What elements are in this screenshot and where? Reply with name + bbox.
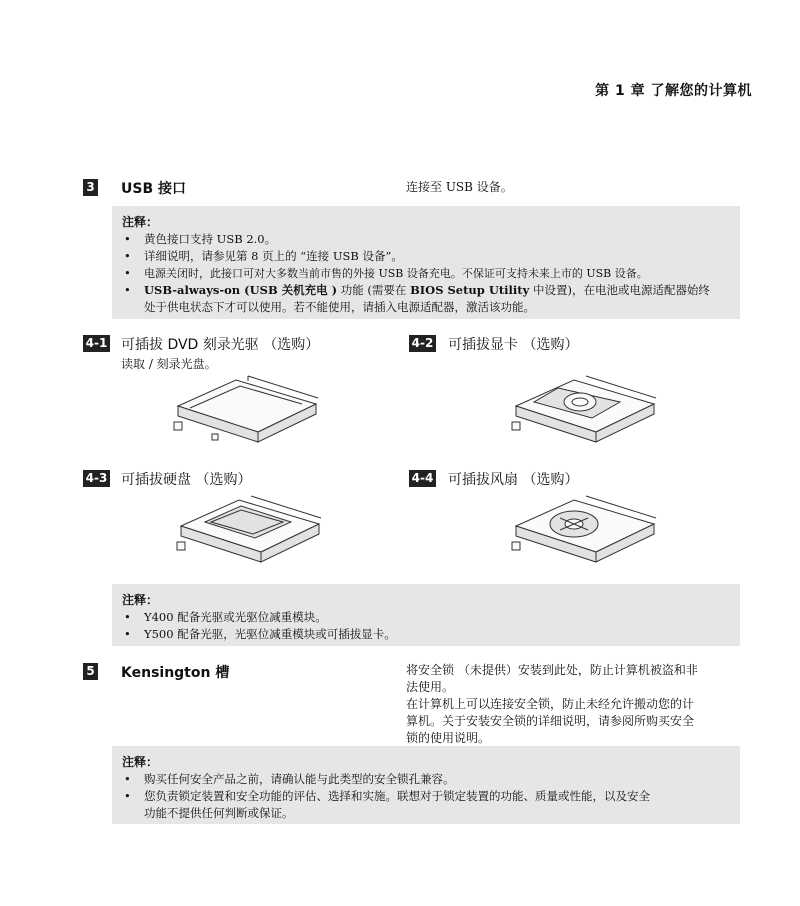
chapter-header: 第 1 章 了解您的计算机 xyxy=(595,83,752,99)
section-number-badge: 5 xyxy=(83,663,98,680)
list-item: • Y500 配备光驱，光驱位减重模块或可插拔显卡。 xyxy=(124,627,396,641)
note-list xyxy=(122,771,730,822)
list-item: • 您负责锁定装置和安全功能的评估、选择和实施。联想对于锁定装置的功能、质量或性能，以及安全 功能不提供任何判断或保证。 xyxy=(124,789,650,820)
module-title: 可插拔 DVD 刻录光驱 （选购） xyxy=(121,337,320,353)
section-title-kensington: Kensington 槽 xyxy=(121,665,230,681)
module-title: 可插拔显卡 （选购） xyxy=(448,337,579,353)
module-title: 可插拔硬盘 （选购） xyxy=(121,472,252,488)
section-number-badge: 3 xyxy=(83,179,98,196)
section-title-usb: USB 接口 xyxy=(121,181,186,197)
note-title: 注释： xyxy=(122,215,159,229)
hard-disk-illustration xyxy=(175,492,325,572)
note-title: 注释： xyxy=(122,593,159,607)
list-item: • 购买任何安全产品之前，请确认能与此类型的安全锁孔兼容。 xyxy=(124,772,455,786)
bullet-icon: • xyxy=(124,627,131,641)
bullet-icon: • xyxy=(124,249,131,263)
section-description-usb: 连接至 USB 设备。 xyxy=(406,180,513,194)
dvd-drive-illustration xyxy=(172,372,322,452)
list-item: • 黄色接口支持 USB 2.0。 xyxy=(124,232,277,246)
bullet-icon: • xyxy=(124,283,131,297)
section-description-kensington: 将安全锁 （未提供）安装到此处，防止计算机被盗和非 法使用。 在计算机上可以连接安全锁，防止未经允许搬动您的计 算机。关于安装安全锁的详细说明，请参阅所购买安全 锁的使用说明。 xyxy=(406,663,698,745)
list-item: • Y400 配备光驱或光驱位减重模块。 xyxy=(124,610,327,624)
list-item: • 详细说明，请参见第 8 页上的 “连接 USB 设备”。 xyxy=(124,249,403,263)
list-item: • 电源关闭时，此接口可对大多数当前市售的外接 USB 设备充电。不保证可支持未来上市的 USB 设备。 xyxy=(124,266,648,280)
module-number-badge: 4-4 xyxy=(409,470,436,487)
note-box-usb xyxy=(112,206,740,319)
list-item: • USB-always-on (USB 关机充电 ) 功能 (需要在 BIOS Setup Utility 中设置)，在电池或电源适配器始终 处于供电状态下才可以使用。若不能使用，请插入电源适配器，激活该功能。 xyxy=(124,283,710,314)
bullet-icon: • xyxy=(124,772,131,786)
note-list xyxy=(122,609,730,643)
note-box-bay xyxy=(112,584,740,646)
bullet-icon: • xyxy=(124,789,131,803)
graphics-card-illustration xyxy=(510,372,660,452)
module-number-badge: 4-3 xyxy=(83,470,110,487)
bullet-icon: • xyxy=(124,232,131,246)
bullet-icon: • xyxy=(124,266,131,280)
fan-module-illustration xyxy=(510,492,660,572)
bullet-icon: • xyxy=(124,610,131,624)
module-title: 可插拔风扇 （选购） xyxy=(448,472,579,488)
module-number-badge: 4-1 xyxy=(83,335,110,352)
module-description: 读取 / 刻录光盘。 xyxy=(121,357,217,371)
note-list xyxy=(122,231,730,316)
module-number-badge: 4-2 xyxy=(409,335,436,352)
note-title: 注释： xyxy=(122,755,159,769)
note-box-kensington xyxy=(112,746,740,824)
